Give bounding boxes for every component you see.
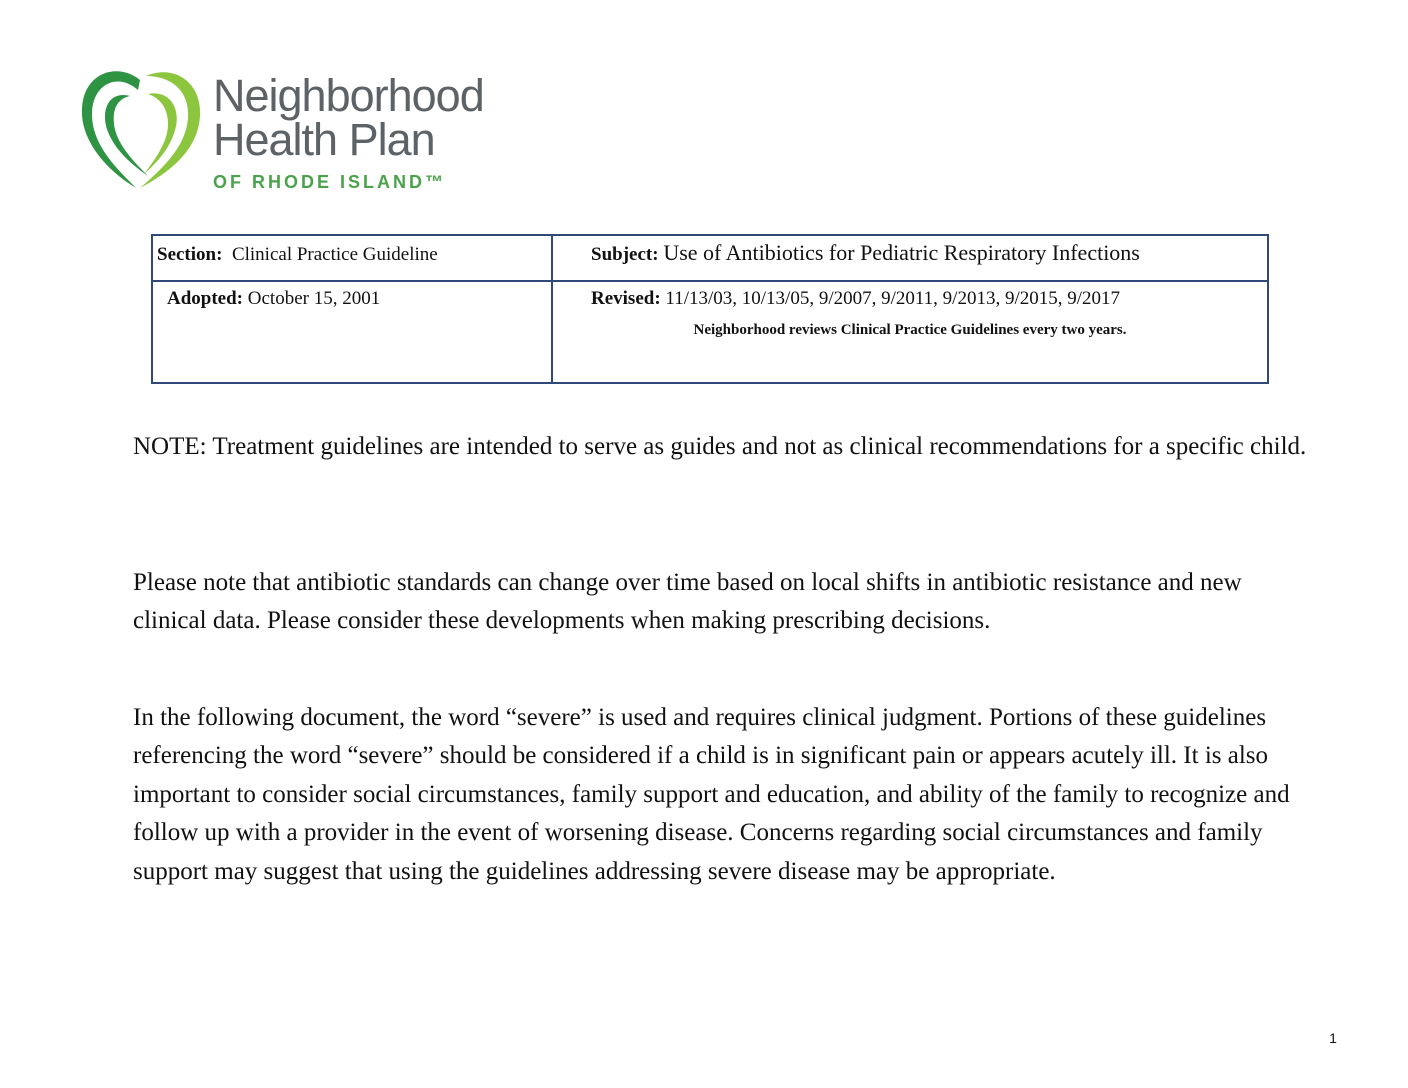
adopted-label: Adopted: (167, 288, 244, 309)
severe-definition-paragraph: In the following document, the word “severe” is used and requires clinical judgment. Portions of these guidelines referencing the word “severe” should be considered if a child is in significant pain or appears acutely ill. It is also important to consider social circumstances, family support and education, and ability of the family to recognize and follow up with a provider in the event of worsening disease. Concerns regarding social circumstances and family support may suggest that using the guidelines addressing severe disease may be appropriate. (133, 704, 1290, 885)
header-row-2 (152, 281, 1268, 383)
revised-cell (552, 281, 1268, 383)
subject-label: Subject: (591, 244, 659, 265)
organization-logo (78, 66, 508, 190)
subject-value: Use of Antibiotics for Pediatric Respiratory Infections (663, 240, 1140, 265)
section-value: Clinical Practice Guideline (231, 244, 438, 265)
section-cell (152, 235, 552, 281)
adopted-value: October 15, 2001 (247, 288, 381, 309)
revised-value: 11/13/03, 10/13/05, 9/2007, 9/2011, 9/2013, 9/2015, 9/2017 (665, 288, 1121, 309)
adopted-cell (152, 281, 552, 383)
antibiotic-standards-paragraph: Please note that antibiotic standards can change over time based on local shifts in antibiotic resistance and new clinical data. Please consider these developments when making prescribing decisions. (133, 569, 1242, 635)
note-paragraph: NOTE: Treatment guidelines are intended to serve as guides and not as clinical recommendations for a specific child. (133, 433, 1307, 460)
logo-wordmark (213, 70, 484, 193)
logo-line-health-plan: Health Plan (213, 114, 435, 165)
page-number: 1 (1329, 1030, 1337, 1046)
revised-label: Revised: (591, 288, 661, 309)
section-label: Section: (157, 244, 223, 265)
subject-cell (552, 235, 1268, 281)
header-row-1 (152, 235, 1268, 281)
review-note: Neighborhood reviews Clinical Practice Guidelines every two years. (693, 322, 1127, 338)
guideline-header-table (151, 234, 1269, 384)
logo-line-neighborhood: Neighborhood (213, 70, 484, 121)
logo-subtitle: OF RHODE ISLAND™ (213, 172, 447, 192)
heart-swoosh-logo-icon (78, 66, 204, 190)
